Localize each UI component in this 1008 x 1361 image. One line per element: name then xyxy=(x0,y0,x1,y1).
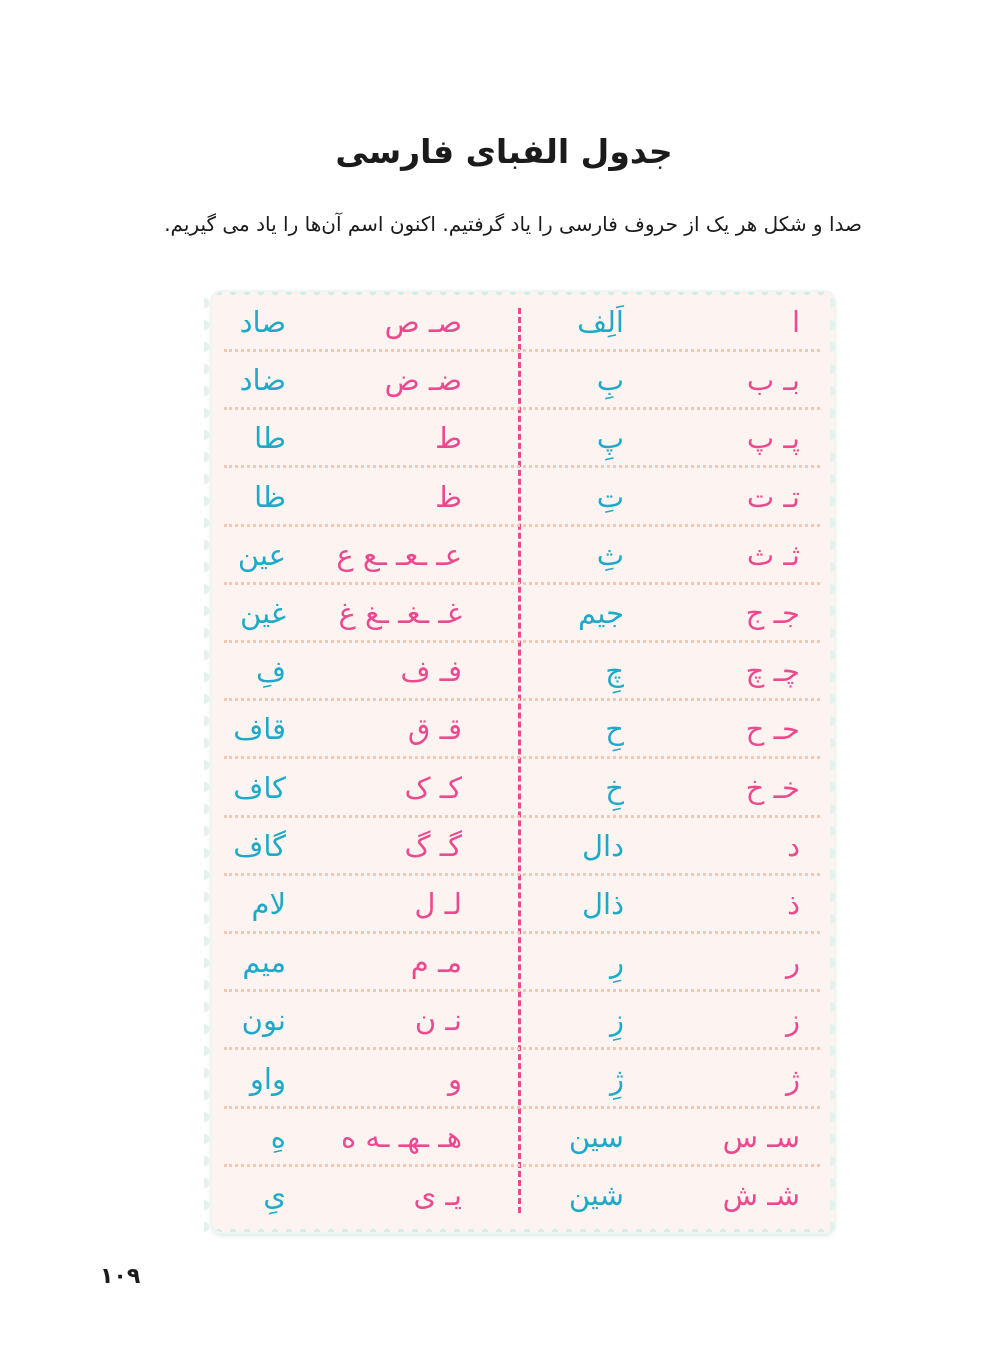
letter-forms: ا xyxy=(791,305,800,339)
letter-forms: ذ xyxy=(787,887,800,921)
table-row xyxy=(224,1167,820,1225)
letter-name-text: طا xyxy=(254,421,286,456)
table-row xyxy=(224,760,820,818)
page-number: ۱۰۹ xyxy=(100,1264,141,1289)
letter-name-text: پِ xyxy=(596,421,624,456)
table-row xyxy=(224,1051,820,1109)
letter-forms: ز xyxy=(785,1003,800,1038)
table-row xyxy=(224,410,820,468)
letter-name-text: تِ xyxy=(596,479,624,514)
letter-forms: جـ ج xyxy=(745,596,800,630)
table-row xyxy=(224,352,820,410)
letter-forms-text: کـ ک xyxy=(404,770,462,805)
table-row xyxy=(224,294,820,352)
letter-forms-text: غـ ـغـ ـغ غ xyxy=(338,596,462,630)
letter-name-text: غین xyxy=(240,596,286,630)
letter-forms-text: هـ ـهـ ـه ه xyxy=(340,1119,462,1154)
table-row xyxy=(224,527,820,585)
letter-name-text: حِ xyxy=(605,712,624,747)
letter-forms: ثـ ث xyxy=(746,537,800,572)
letter-name-text: شین xyxy=(568,1178,624,1212)
letter-name-text: زِ xyxy=(609,1003,624,1038)
letter-name-text: ظا xyxy=(254,479,286,514)
letter-forms: پـ پ xyxy=(746,421,800,456)
letter-name-text: بِ xyxy=(596,363,624,398)
letter-name-text: صاد xyxy=(239,305,286,339)
letter-name-text: اَلِف xyxy=(577,305,624,339)
letter-forms-text: گـ گ xyxy=(404,828,462,863)
letter-forms: تـ ت xyxy=(746,479,800,514)
letter-forms-text: عـ ـعـ ـع ع xyxy=(336,537,462,572)
letter-name-text: خِ xyxy=(605,770,624,805)
letter-forms: بـ ب xyxy=(746,363,800,398)
letter-name-text: یِ xyxy=(263,1178,286,1212)
letter-forms-text: صـ ص xyxy=(384,305,462,339)
page-subtitle: صدا و شکل هر یک از حروف فارسی را یاد گرفتیم. اکنون اسم آن‌ها را یاد می گیریم. xyxy=(164,212,862,236)
card-right-edge xyxy=(830,292,840,1232)
table-row xyxy=(224,469,820,527)
letter-name-text: کاف xyxy=(233,770,286,805)
table-row xyxy=(224,701,820,759)
letter-forms: سـ س xyxy=(722,1119,800,1154)
letter-name-text: جیم xyxy=(578,596,624,630)
letter-name-text: رِ xyxy=(609,945,624,980)
letter-name-text: ژِ xyxy=(609,1061,624,1096)
letter-forms-text: نـ ن xyxy=(414,1003,462,1038)
letter-forms-text: لـ ل xyxy=(414,887,462,921)
letter-forms-text: قـ ق xyxy=(407,712,462,747)
letter-name-text: ضاد xyxy=(239,363,286,398)
letter-forms: خـ خ xyxy=(745,770,800,805)
table-row xyxy=(224,992,820,1050)
letter-name-text: ذال xyxy=(581,887,624,921)
table-row xyxy=(224,1109,820,1167)
letter-forms-text: و xyxy=(447,1061,462,1096)
letter-forms-text: ط xyxy=(435,421,462,456)
letter-forms-text: ظ xyxy=(435,479,462,514)
letter-name-text: میم xyxy=(242,945,286,980)
page-title: جدول الفبای فارسی xyxy=(335,132,673,171)
table-row xyxy=(224,934,820,992)
letter-name-text: قاف xyxy=(233,712,286,747)
letter-name-text: لام xyxy=(251,887,286,921)
table-row xyxy=(224,643,820,701)
letter-name-text: هِ xyxy=(270,1119,286,1154)
letter-forms: شـ ش xyxy=(722,1178,800,1212)
letter-forms-text: فـ ف xyxy=(400,654,462,689)
letter-name-text: عین xyxy=(237,537,286,572)
letter-name-text: واو xyxy=(249,1061,286,1096)
letter-forms-text: یـ ی xyxy=(413,1178,462,1212)
table-row xyxy=(224,818,820,876)
letter-name-text: گاف xyxy=(233,828,286,863)
letter-forms: د xyxy=(787,828,800,863)
letter-forms: حـ ح xyxy=(745,712,800,747)
letter-forms-text: مـ م xyxy=(410,945,462,980)
table-row xyxy=(224,876,820,934)
letter-forms: ژ xyxy=(785,1061,800,1096)
letter-name-text: ثِ xyxy=(596,537,624,572)
letter-name-text: نون xyxy=(241,1003,286,1038)
letter-name-text: چِ xyxy=(605,654,624,689)
letter-forms-text: ضـ ض xyxy=(384,363,462,398)
letter-name-text: سین xyxy=(568,1119,624,1154)
letter-forms: ر xyxy=(785,945,800,980)
table-row xyxy=(224,585,820,643)
letter-name-text: فِ xyxy=(255,654,286,689)
card-left-edge xyxy=(204,292,214,1232)
letter-name-text: دال xyxy=(581,828,624,863)
letter-forms: چـ چ xyxy=(745,654,800,689)
